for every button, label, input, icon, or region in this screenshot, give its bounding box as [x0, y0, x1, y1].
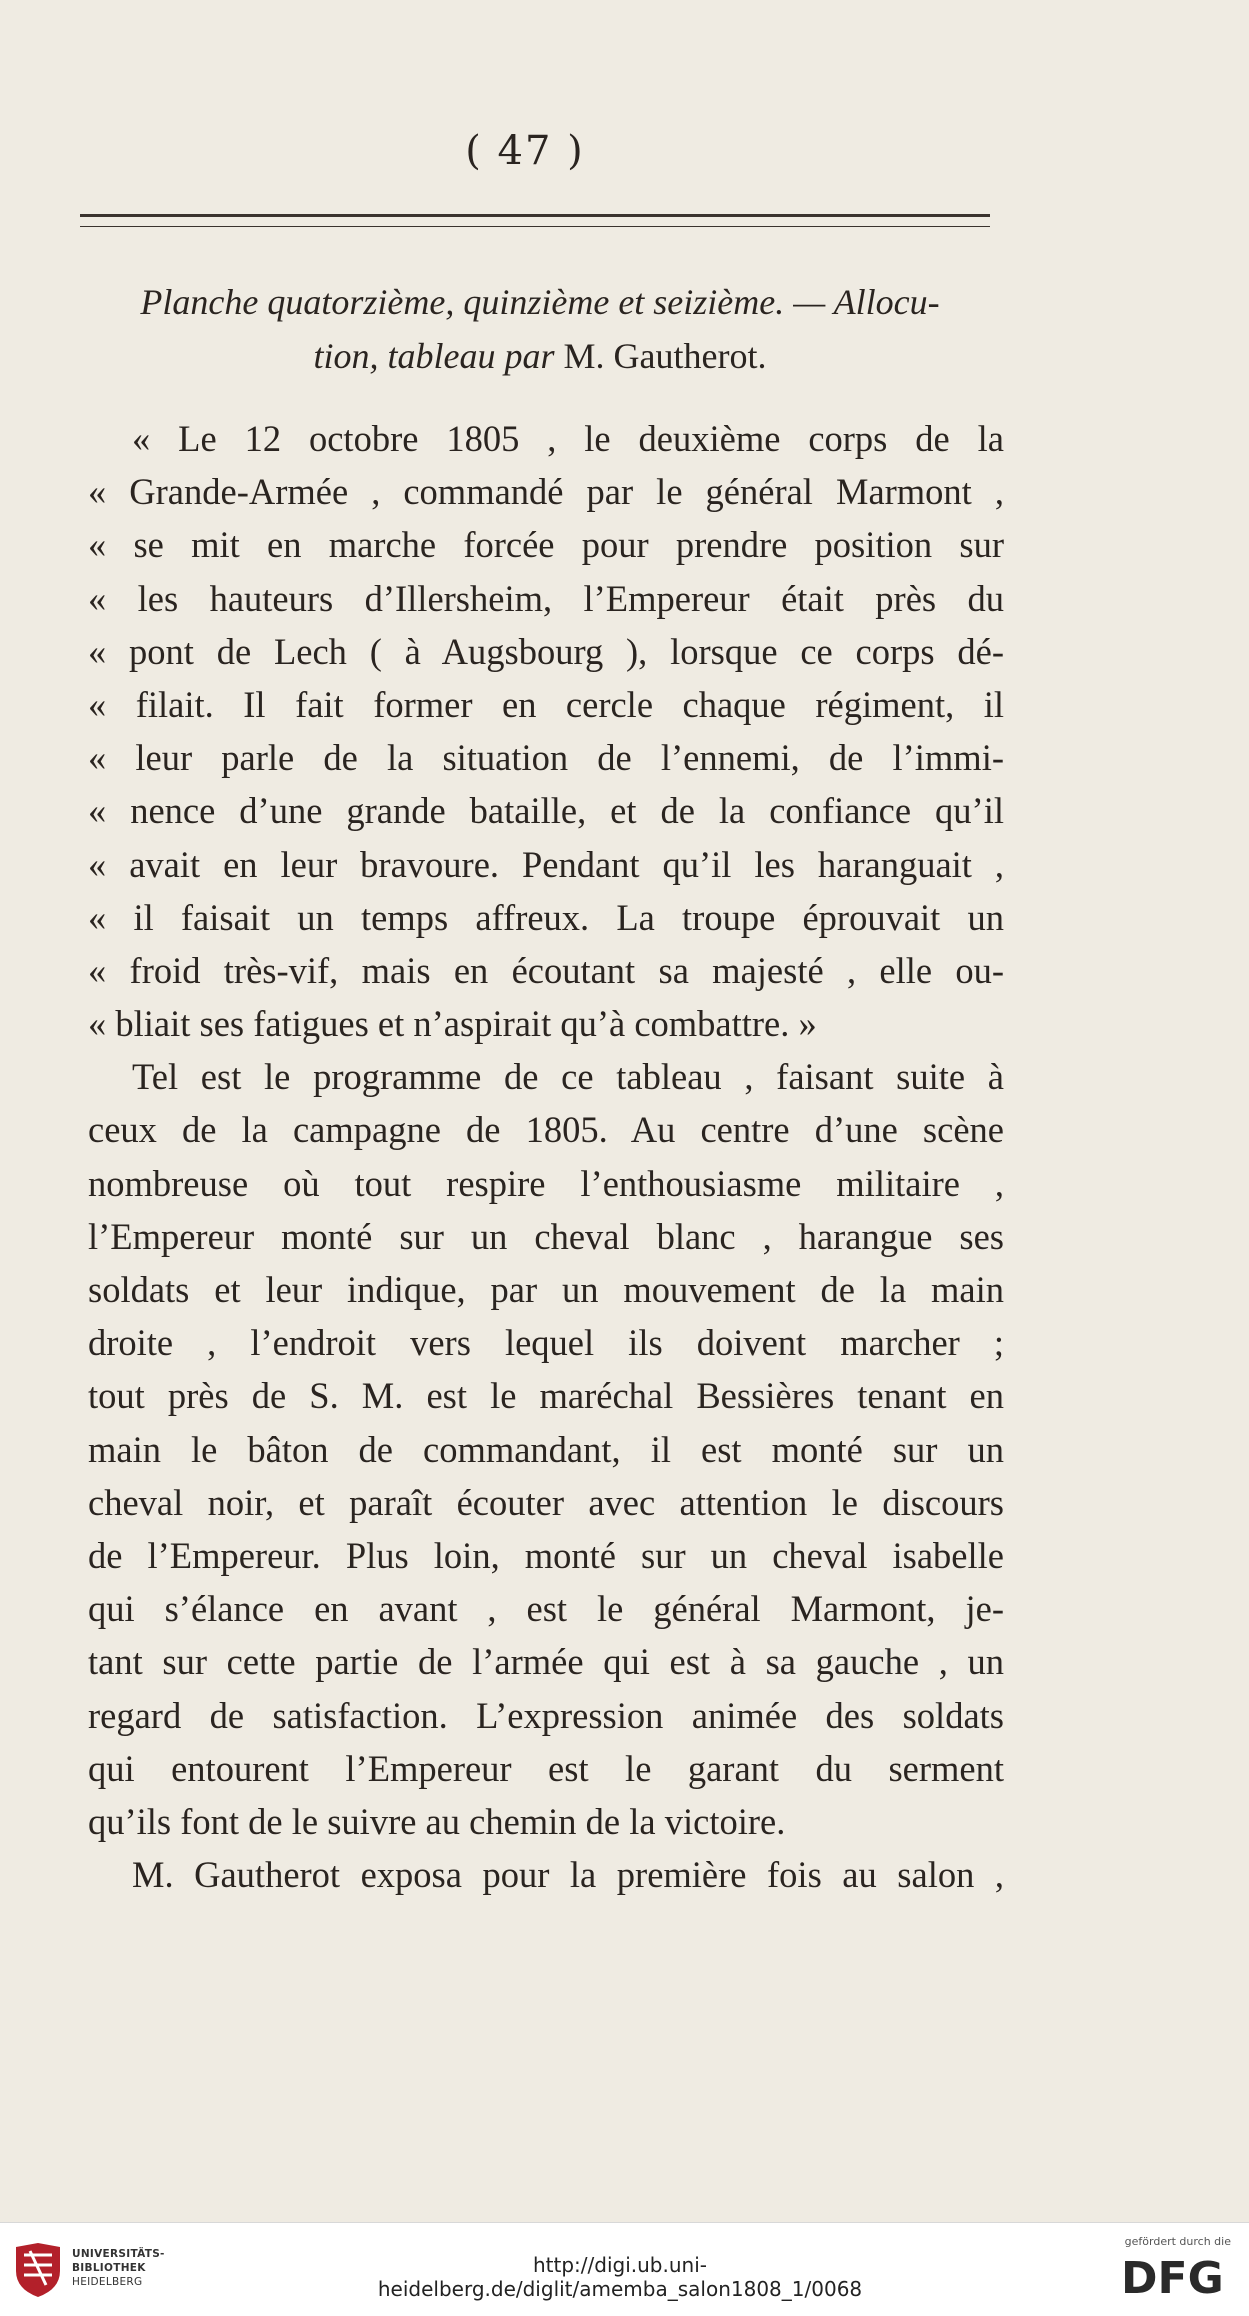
source-url-link[interactable]: http://digi.ub.uni-heidelberg.de/diglit/amemba_salon1808_1/0068 — [377, 2253, 863, 2301]
text-line: « leur parle de la situation de l’ennemi, de l’immi- — [88, 737, 1004, 779]
text-line: « pont de Lech ( à Augsbourg ), lorsque ce corps dé- — [88, 630, 1004, 672]
title-line-1 — [80, 275, 1000, 329]
page-number: ( 47 ) — [465, 128, 585, 174]
text-line: ceux de la campagne de 1805. Au centre d’une scène — [88, 1109, 1004, 1151]
text-line: droite , l’endroit vers lequel ils doivent marcher ; — [88, 1322, 1004, 1364]
section-title — [80, 275, 1000, 383]
text-line: nombreuse où tout respire l’enthousiasme militaire , — [88, 1162, 1004, 1204]
footer-bar — [0, 2222, 1249, 2316]
title-line-2 — [80, 329, 1000, 383]
text-line: tout près de S. M. est le maréchal Bessières tenant en — [88, 1375, 1004, 1417]
text-line: « nence d’une grande bataille, et de la confiance qu’il — [88, 790, 1004, 832]
text-line: « froid très-vif, mais en écoutant sa majesté , elle ou- — [88, 949, 1004, 991]
text-line: l’Empereur monté sur un cheval blanc , harangue ses — [88, 1215, 1004, 1257]
text-line: « se mit en marche forcée pour prendre position sur — [88, 524, 1004, 566]
text-line: soldats et leur indique, par un mouvement de la main — [88, 1269, 1004, 1310]
text-line: « Le 12 octobre 1805 , le deuxième corps de la — [132, 418, 1004, 459]
title-italic-1: Planche quatorzième, quinzième et seizième. — Allocu- — [140, 282, 940, 322]
title-italic-2: tion, tableau par — [313, 336, 555, 376]
text-line: « bliait ses fatigues et n’aspirait qu’à combattre. » — [88, 1003, 817, 1045]
header-rule-thick — [80, 214, 990, 217]
text-line: « filait. Il fait former en cercle chaque régiment, il — [88, 683, 1004, 725]
university-name — [72, 2247, 165, 2289]
text-line: qu’ils font de le suivre au chemin de la victoire. — [88, 1800, 786, 1842]
body-text — [88, 412, 1004, 1901]
dfg-logo-icon — [1117, 2251, 1235, 2301]
text-line: cheval noir, et paraît écouter avec attention le discours — [88, 1481, 1004, 1523]
text-line: « les hauteurs d’Illersheim, l’Empereur était près du — [88, 577, 1004, 619]
text-line: tant sur cette partie de l’armée qui est à sa gauche , un — [88, 1641, 1004, 1683]
text-line: de l’Empereur. Plus loin, monté sur un cheval isabelle — [88, 1534, 1004, 1576]
text-line: « avait en leur bravoure. Pendant qu’il les haranguait , — [88, 843, 1004, 885]
text-line: main le bâton de commandant, il est monté sur un — [88, 1428, 1004, 1470]
university-name-line-2: BIBLIOTHEK — [72, 2262, 146, 2274]
text-line: regard de satisfaction. L’expression animée des soldats — [88, 1694, 1004, 1736]
funding-label: gefördert durch die — [1124, 2235, 1231, 2248]
text-line: qui s’élance en avant , est le général Marmont, je- — [88, 1588, 1004, 1630]
university-seal-icon — [12, 2241, 64, 2299]
text-line: « Grande-Armée , commandé par le général Marmont , — [88, 471, 1004, 513]
text-line: M. Gautherot exposa pour la première fois au salon , — [132, 1854, 1004, 1896]
text-line: qui entourent l’Empereur est le garant du serment — [88, 1747, 1004, 1789]
dfg-logo-text: DFG — [1121, 2253, 1224, 2301]
text-line: Tel est le programme de ce tableau , faisant suite à — [132, 1056, 1004, 1098]
header-rule-thin — [80, 226, 990, 227]
title-author: M. Gautherot. — [554, 336, 767, 376]
university-name-line-3: HEIDELBERG — [72, 2276, 143, 2288]
university-name-line-1: UNIVERSITÄTS- — [72, 2248, 165, 2260]
text-line: « il faisait un temps affreux. La troupe éprouvait un — [88, 896, 1004, 938]
